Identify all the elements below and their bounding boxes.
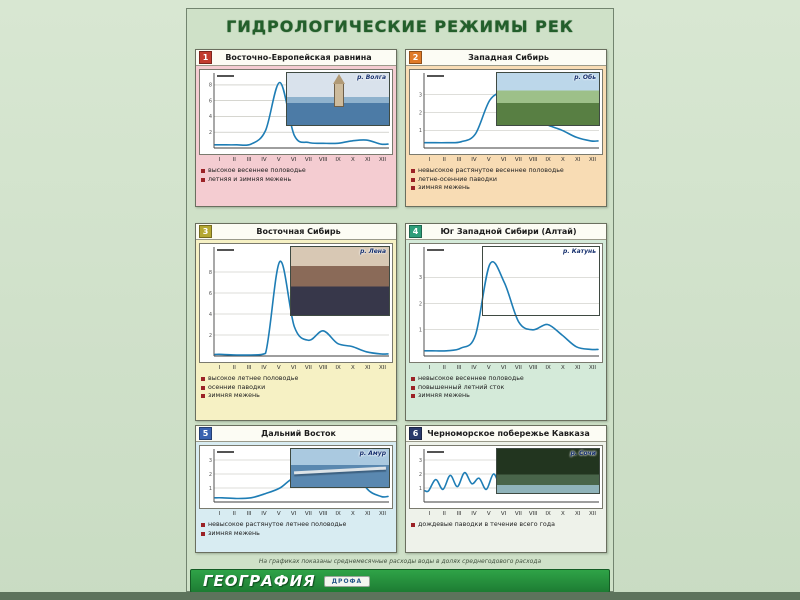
- month-label: XII: [589, 365, 597, 371]
- svg-text:6: 6: [208, 290, 212, 297]
- legend-bullet-icon: [411, 169, 415, 173]
- panel-number-badge: 1: [199, 51, 212, 64]
- month-label: III: [246, 511, 252, 517]
- svg-text:8: 8: [208, 82, 212, 89]
- svg-text:3: 3: [418, 275, 422, 282]
- svg-text:2: 2: [418, 110, 422, 117]
- hydrograph-chart-area: [199, 243, 393, 363]
- legend-item: высокое летнее половодье: [199, 375, 393, 384]
- panel-east-european-plain: [195, 49, 397, 207]
- month-label: III: [246, 365, 252, 371]
- hydrograph-chart-area: [199, 445, 393, 509]
- river-photo-sochi: [496, 448, 600, 494]
- month-label: III: [456, 157, 462, 163]
- month-label: V: [486, 365, 491, 371]
- river-label: р. Волга: [357, 74, 386, 81]
- month-label: V: [276, 511, 281, 517]
- svg-text:3: 3: [418, 457, 422, 464]
- month-label: IV: [471, 511, 477, 517]
- month-label: III: [456, 365, 462, 371]
- hydrograph-chart-area: [409, 243, 603, 363]
- legend-item: высокое весеннее половодье: [199, 167, 393, 176]
- svg-text:8: 8: [208, 269, 212, 276]
- month-label: V: [486, 157, 491, 163]
- month-label: XI: [365, 511, 371, 517]
- month-label: XII: [589, 157, 597, 163]
- month-label: X: [560, 365, 565, 371]
- wall-chart-poster: [186, 8, 614, 592]
- svg-text:1: 1: [208, 485, 212, 492]
- legend-bullet-icon: [411, 178, 415, 182]
- brand-band: [190, 569, 610, 593]
- river-label: р. Лена: [360, 248, 386, 255]
- legend-bullet-icon: [201, 377, 205, 381]
- month-label: I: [218, 511, 221, 517]
- svg-text:2: 2: [208, 471, 212, 478]
- river-label: р. Обь: [574, 74, 596, 81]
- legend-bullet-icon: [201, 523, 205, 527]
- panel-title: Юг Западной Сибири (Алтай): [440, 227, 577, 236]
- poster-title: ГИДРОЛОГИЧЕСКИЕ РЕЖИМЫ РЕК: [226, 17, 574, 36]
- table-edge-strip: [0, 592, 800, 600]
- hydrograph-chart-area: [409, 445, 603, 509]
- month-label: XI: [575, 511, 581, 517]
- svg-text:3: 3: [418, 92, 422, 99]
- month-label: IX: [545, 511, 551, 517]
- legend-item: зимняя межень: [409, 184, 603, 193]
- month-label: IX: [545, 157, 551, 163]
- svg-text:2: 2: [418, 301, 422, 308]
- month-label: IV: [261, 157, 267, 163]
- legend-item: осенние паводки: [199, 384, 393, 393]
- month-label: XI: [365, 365, 371, 371]
- month-label: VI: [290, 365, 297, 371]
- month-label: IV: [471, 157, 477, 163]
- bell-tower-graphic: [334, 83, 344, 107]
- legend-bullet-icon: [201, 394, 205, 398]
- legend-item: невысокое растянутое летнее половодье: [199, 521, 393, 530]
- month-label: VII: [514, 157, 522, 163]
- month-label: X: [350, 157, 355, 163]
- bridge-graphic: [294, 466, 386, 474]
- svg-text:3: 3: [208, 457, 212, 464]
- month-label: X: [560, 511, 565, 517]
- month-label: II: [232, 511, 236, 517]
- month-label: VIII: [318, 511, 328, 517]
- svg-text:1: 1: [418, 327, 422, 334]
- panel-number-badge: 4: [409, 225, 422, 238]
- legend-item: зимняя межень: [199, 392, 393, 401]
- river-label: р. Сочи: [570, 450, 596, 457]
- month-label: III: [246, 157, 252, 163]
- month-label: II: [232, 365, 236, 371]
- legend-item: зимняя межень: [409, 392, 603, 401]
- legend-item: повышенный летний сток: [409, 384, 603, 393]
- month-label: VI: [500, 157, 507, 163]
- month-label: IX: [335, 511, 341, 517]
- river-label: р. Катунь: [563, 248, 596, 255]
- month-label: IV: [261, 511, 267, 517]
- legend-bullet-icon: [411, 394, 415, 398]
- month-label: V: [486, 511, 491, 517]
- month-label: XI: [575, 157, 581, 163]
- month-label: X: [350, 365, 355, 371]
- svg-text:2: 2: [208, 332, 212, 339]
- month-axis: [199, 363, 393, 373]
- month-label: II: [442, 365, 446, 371]
- month-label: I: [218, 157, 221, 163]
- month-label: VII: [304, 365, 312, 371]
- legend-bullet-icon: [411, 523, 415, 527]
- month-label: VIII: [528, 157, 538, 163]
- legend-bullet-icon: [201, 386, 205, 390]
- month-label: IX: [335, 157, 341, 163]
- month-label: XI: [575, 365, 581, 371]
- hydrograph-chart-area: [199, 69, 393, 155]
- panel-legend: [199, 375, 393, 401]
- month-label: XII: [379, 157, 387, 163]
- month-label: XI: [365, 157, 371, 163]
- legend-bullet-icon: [201, 169, 205, 173]
- month-label: VIII: [528, 365, 538, 371]
- panel-eastern-siberia: [195, 223, 397, 421]
- month-label: VIII: [318, 157, 328, 163]
- panel-south-western-siberia-altai: [405, 223, 607, 421]
- month-label: VIII: [318, 365, 328, 371]
- month-label: X: [350, 511, 355, 517]
- month-label: X: [560, 157, 565, 163]
- month-label: IV: [471, 365, 477, 371]
- svg-text:2: 2: [208, 130, 212, 137]
- month-label: VI: [500, 511, 507, 517]
- month-label: VII: [514, 511, 522, 517]
- month-label: IX: [335, 365, 341, 371]
- panel-title: Восточно-Европейская равнина: [225, 53, 372, 62]
- legend-bullet-icon: [201, 532, 205, 536]
- panel-western-siberia: [405, 49, 607, 207]
- month-label: VII: [304, 157, 312, 163]
- month-label: VI: [500, 365, 507, 371]
- panel-title: Дальний Восток: [261, 429, 336, 438]
- panel-header: [196, 426, 396, 442]
- month-axis: [199, 155, 393, 165]
- month-label: IV: [261, 365, 267, 371]
- month-label: VII: [514, 365, 522, 371]
- panel-title: Западная Сибирь: [468, 53, 549, 62]
- svg-text:1: 1: [418, 485, 422, 492]
- legend-bullet-icon: [411, 186, 415, 190]
- panel-far-east: [195, 425, 397, 553]
- month-label: V: [276, 157, 281, 163]
- river-photo-lena: [290, 246, 390, 316]
- month-label: IX: [545, 365, 551, 371]
- month-label: III: [456, 511, 462, 517]
- legend-item: летняя и зимняя межень: [199, 176, 393, 185]
- svg-text:4: 4: [208, 311, 212, 318]
- panel-header: [406, 50, 606, 66]
- legend-bullet-icon: [201, 178, 205, 182]
- panel-legend: [199, 521, 393, 538]
- month-label: VII: [304, 511, 312, 517]
- panel-legend: [409, 521, 603, 530]
- panel-header: [196, 224, 396, 240]
- river-photo-volga: [286, 72, 390, 126]
- legend-item: невысокое весеннее половодье: [409, 375, 603, 384]
- river-label: р. Амур: [359, 450, 386, 457]
- month-label: I: [428, 365, 431, 371]
- brand-logo-geografia: ГЕОГРАФИЯ: [203, 572, 316, 590]
- panel-number-badge: 3: [199, 225, 212, 238]
- month-axis: [409, 363, 603, 373]
- river-photo-ob: [496, 72, 600, 126]
- month-axis: [199, 509, 393, 519]
- legend-item: зимняя межень: [199, 530, 393, 539]
- river-photo-amur: [290, 448, 390, 488]
- panel-header: [406, 224, 606, 240]
- month-label: VIII: [528, 511, 538, 517]
- panel-title: Черноморское побережье Кавказа: [427, 429, 590, 438]
- panel-header: [406, 426, 606, 442]
- panel-legend: [409, 167, 603, 193]
- legend-item: дождевые паводки в течение всего года: [409, 521, 603, 530]
- panel-number-badge: 5: [199, 427, 212, 440]
- svg-text:2: 2: [418, 471, 422, 478]
- month-label: I: [428, 157, 431, 163]
- month-label: XII: [589, 511, 597, 517]
- panel-header: [196, 50, 396, 66]
- month-label: I: [428, 511, 431, 517]
- month-axis: [409, 155, 603, 165]
- month-label: II: [232, 157, 236, 163]
- month-label: V: [276, 365, 281, 371]
- panel-number-badge: 2: [409, 51, 422, 64]
- month-label: I: [218, 365, 221, 371]
- month-label: XII: [379, 365, 387, 371]
- month-label: VI: [290, 157, 297, 163]
- panel-number-badge: 6: [409, 427, 422, 440]
- svg-text:6: 6: [208, 98, 212, 105]
- svg-text:1: 1: [418, 128, 422, 135]
- river-photo-katun: [482, 246, 600, 316]
- panel-legend: [199, 167, 393, 184]
- panel-title: Восточная Сибирь: [256, 227, 341, 236]
- hydrograph-chart-area: [409, 69, 603, 155]
- panel-legend: [409, 375, 603, 401]
- legend-item: невысокое растянутое весеннее половодье: [409, 167, 603, 176]
- month-label: II: [442, 157, 446, 163]
- svg-text:4: 4: [208, 114, 212, 121]
- footnote-caption: На графиках показаны среднемесячные расходы воды в долях среднегодового расхода: [258, 558, 542, 565]
- legend-bullet-icon: [411, 377, 415, 381]
- panel-black-sea-caucasus: [405, 425, 607, 553]
- month-label: XII: [379, 511, 387, 517]
- legend-bullet-icon: [411, 386, 415, 390]
- month-label: II: [442, 511, 446, 517]
- month-label: VI: [290, 511, 297, 517]
- month-axis: [409, 509, 603, 519]
- legend-item: летне-осенние паводки: [409, 176, 603, 185]
- publisher-tag: ДРОФА: [324, 576, 370, 587]
